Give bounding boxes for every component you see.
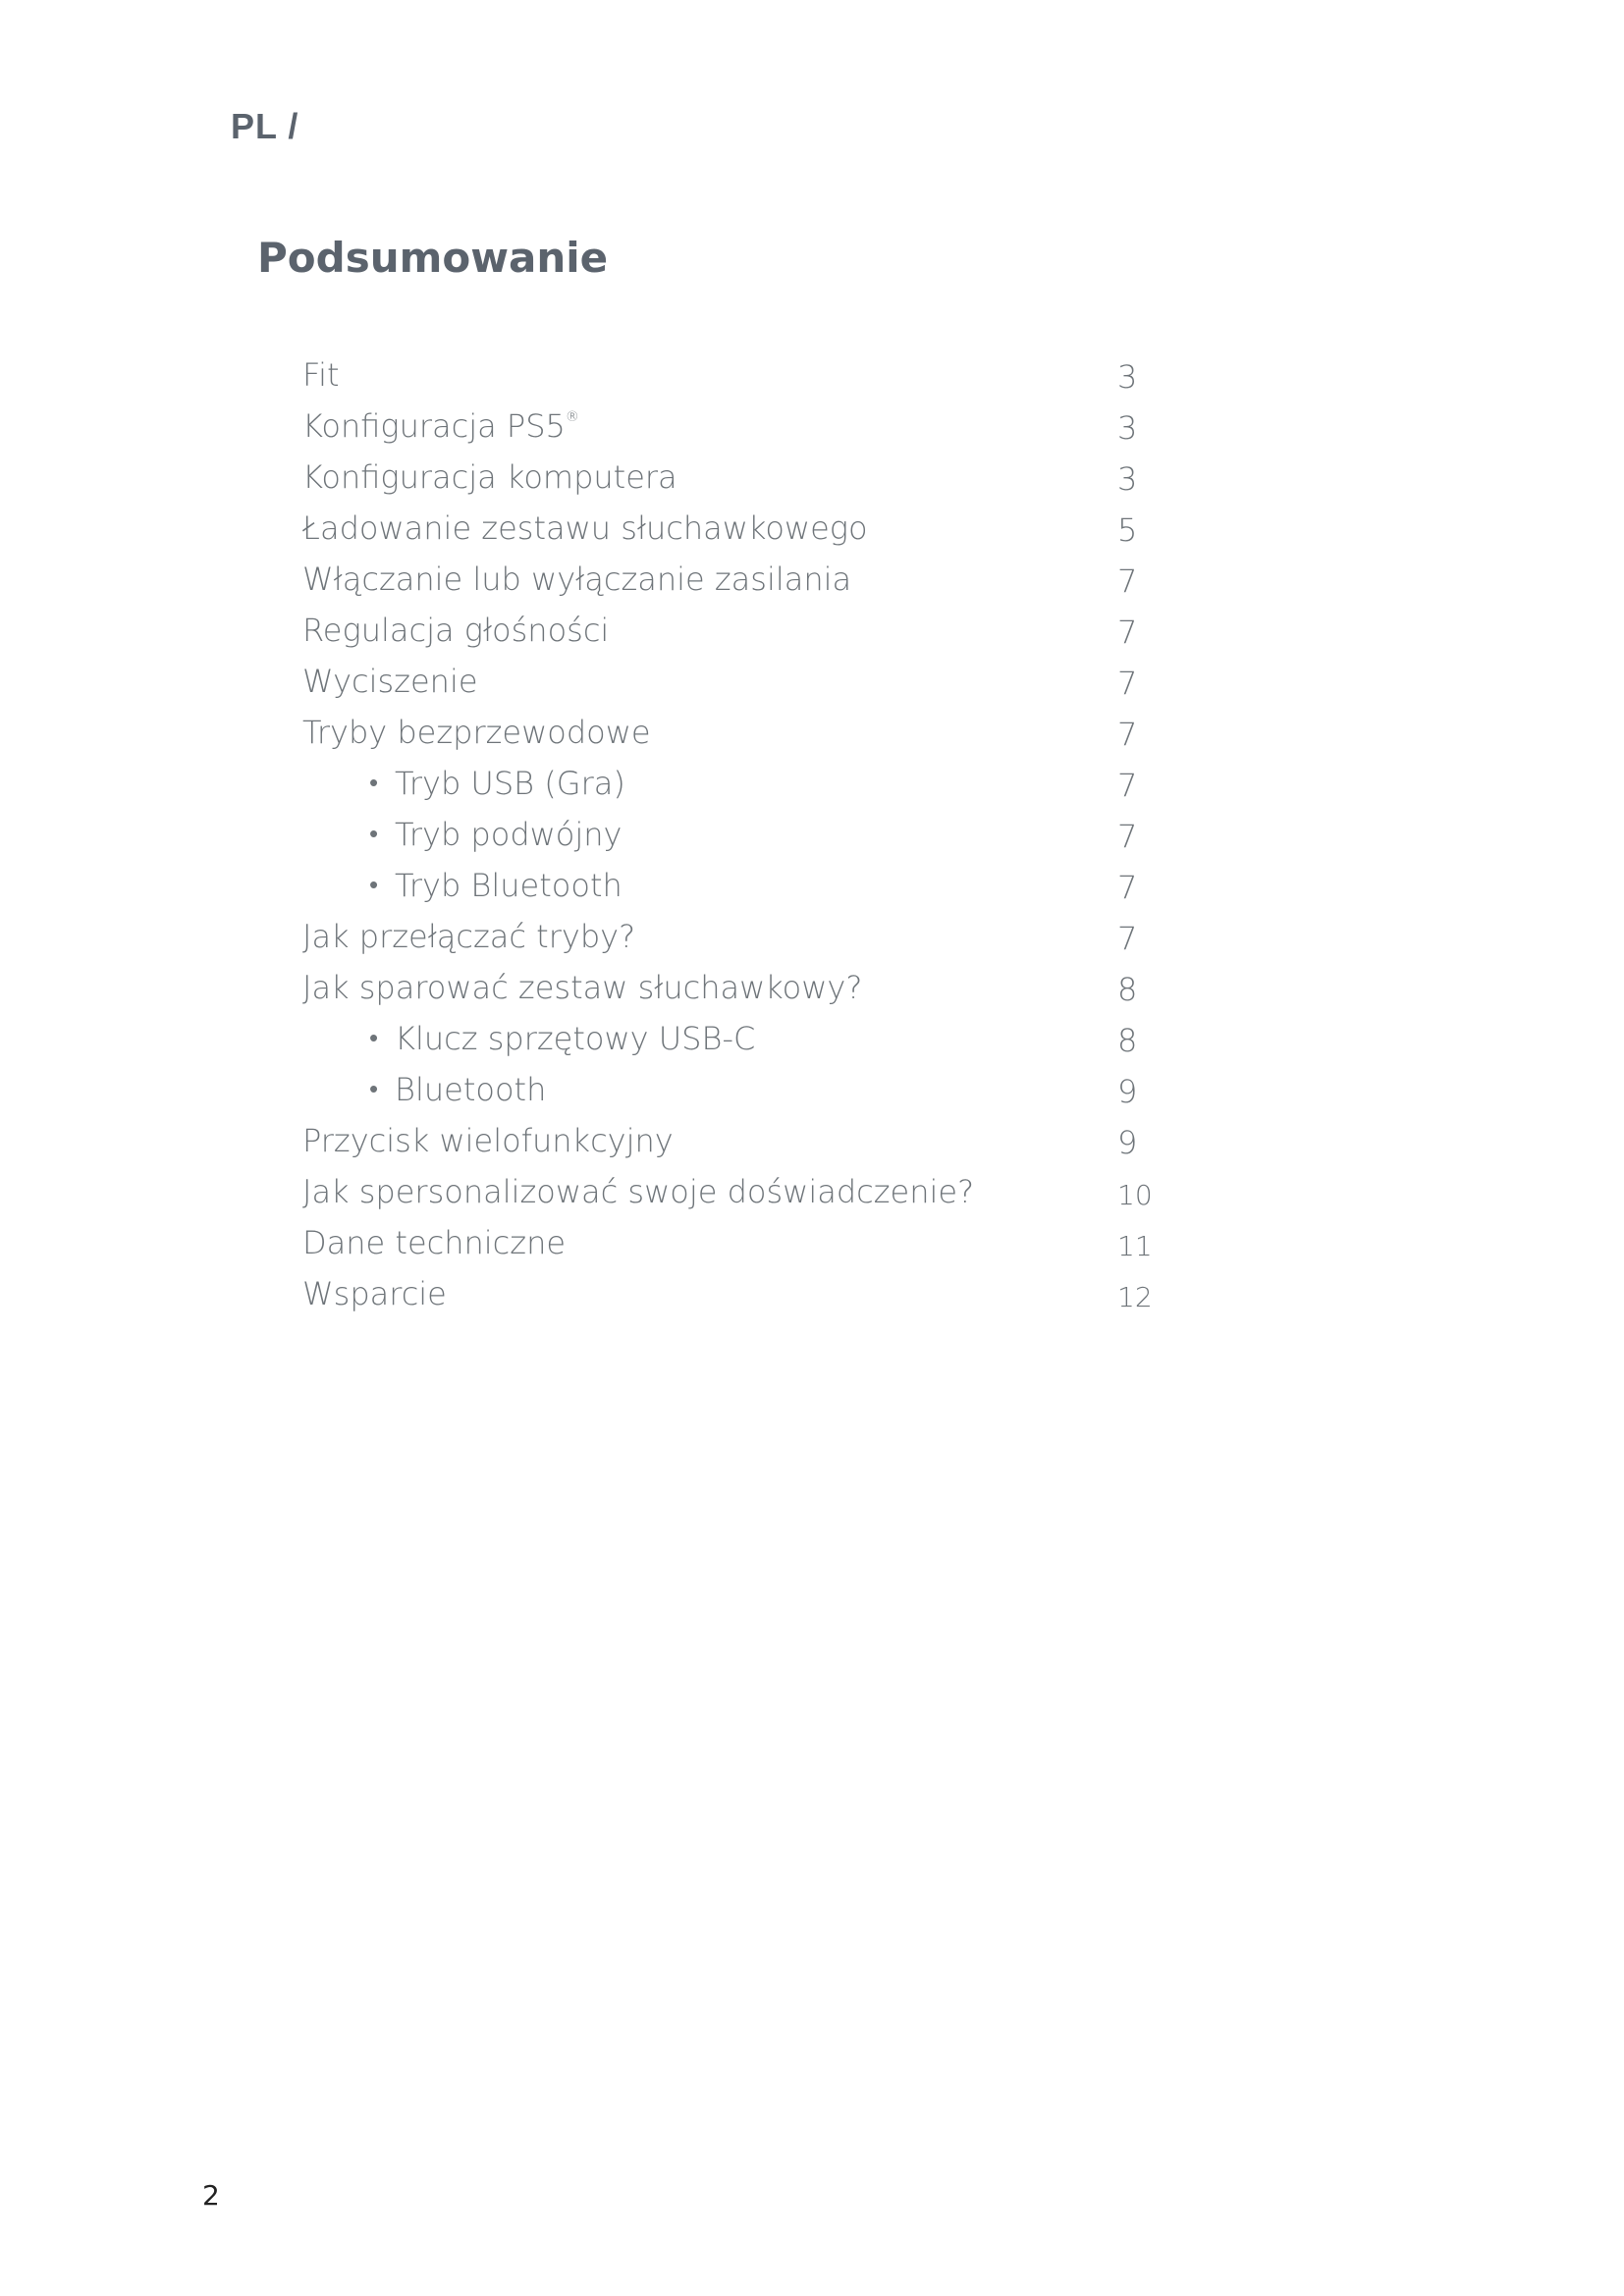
toc-item[interactable] [302, 401, 1157, 453]
toc-item[interactable] [302, 453, 1157, 504]
toc-item[interactable] [302, 963, 1157, 1014]
toc-item-page: 8 [1117, 971, 1138, 1008]
toc-item-text: Tryb USB (Gra) [395, 765, 625, 802]
toc-item-label [302, 458, 677, 496]
toc-item-text: Konfiguracja komputera [302, 458, 677, 496]
toc-item-label [302, 509, 868, 547]
toc-item-label [302, 1122, 674, 1159]
toc-item-page: 9 [1117, 1124, 1138, 1161]
toc-item[interactable] [302, 1167, 1157, 1218]
toc-item-page: 7 [1117, 614, 1138, 651]
language-tag: PL / [231, 106, 299, 146]
toc-item[interactable] [302, 1269, 1157, 1320]
toc-item-text: Dane techniczne [302, 1224, 567, 1261]
bullet-icon: • [369, 769, 379, 798]
toc-item-text: Jak przełączać tryby? [302, 918, 636, 955]
toc-item-page: 7 [1117, 562, 1138, 600]
toc-item[interactable] [302, 1116, 1157, 1167]
toc-item-page: 7 [1117, 818, 1138, 855]
toc-item-page: 7 [1117, 767, 1138, 804]
page-number: 2 [202, 2179, 220, 2212]
toc-subitem[interactable] [302, 810, 1157, 861]
toc-item-text: Klucz sprzętowy USB-C [395, 1020, 756, 1057]
toc-item-text: Jak spersonalizować swoje doświadczenie? [302, 1173, 975, 1210]
toc-item-page: 8 [1117, 1022, 1138, 1059]
toc-item-page: 10 [1117, 1179, 1153, 1211]
toc-item-text: Tryb podwójny [395, 816, 623, 853]
toc-item-page: 3 [1117, 460, 1138, 498]
toc-item-text: Ładowanie zestawu słuchawkowego [302, 509, 868, 547]
toc-item-label [302, 1275, 447, 1312]
toc-item-text: Fit [302, 356, 340, 394]
toc-item-text: Regulacja głośności [302, 612, 610, 649]
toc-item-label [302, 407, 579, 445]
toc-item-label [302, 561, 851, 598]
toc-item-text: Wsparcie [302, 1275, 447, 1312]
toc-item[interactable] [302, 1218, 1157, 1269]
toc-item-label [302, 918, 635, 955]
toc-item-page: 9 [1117, 1073, 1138, 1110]
toc-item[interactable] [302, 555, 1157, 606]
toc-item-text: Tryb Bluetooth [395, 867, 623, 904]
toc-subitem[interactable] [302, 861, 1157, 912]
toc-item[interactable] [302, 350, 1157, 401]
toc-item[interactable] [302, 504, 1157, 555]
toc-item-text: Tryby bezprzewodowe [302, 714, 651, 751]
bullet-icon: • [369, 820, 379, 849]
toc-item-page: 11 [1117, 1230, 1153, 1262]
registered-mark: ® [565, 409, 579, 426]
toc-item-label [302, 714, 651, 751]
bullet-icon: • [369, 1075, 379, 1104]
toc-item-page: 3 [1117, 358, 1138, 396]
toc-item-page: 7 [1117, 665, 1138, 702]
toc-item-text: Jak sparować zestaw słuchawkowy? [302, 969, 863, 1006]
toc-subitem[interactable] [302, 1014, 1157, 1065]
toc-item-page: 7 [1117, 869, 1138, 906]
bullet-icon: • [369, 871, 379, 900]
toc-item-text: Wyciszenie [302, 663, 478, 700]
toc-item[interactable] [302, 606, 1157, 657]
toc-item-page: 7 [1117, 716, 1138, 753]
toc-item-label [302, 969, 862, 1006]
toc-item-text: Konfiguracja PS5 [302, 407, 566, 445]
toc-item[interactable] [302, 708, 1157, 759]
table-of-contents [302, 350, 1157, 1320]
toc-item-label [302, 612, 609, 649]
toc-item-label [395, 765, 625, 802]
toc-item-page: 12 [1117, 1281, 1153, 1313]
toc-subitem[interactable] [302, 759, 1157, 810]
toc-item-label [302, 663, 478, 700]
toc-item-label [395, 1071, 546, 1108]
toc-item[interactable] [302, 912, 1157, 963]
toc-item-text: Przycisk wielofunkcyjny [302, 1122, 674, 1159]
toc-item-text: Bluetooth [395, 1071, 547, 1108]
toc-item-label [395, 867, 623, 904]
toc-item-label [302, 1224, 566, 1261]
toc-item[interactable] [302, 657, 1157, 708]
toc-item-page: 5 [1117, 511, 1138, 549]
toc-item-label [302, 356, 340, 394]
toc-item-label [302, 1173, 974, 1210]
toc-item-page: 7 [1117, 920, 1138, 957]
toc-item-label [395, 1020, 755, 1057]
toc-subitem[interactable] [302, 1065, 1157, 1116]
page-title: Podsumowanie [257, 234, 609, 282]
toc-item-text: Włączanie lub wyłączanie zasilania [302, 561, 852, 598]
toc-item-page: 3 [1117, 409, 1138, 447]
bullet-icon: • [369, 1024, 379, 1053]
toc-item-label [395, 816, 622, 853]
